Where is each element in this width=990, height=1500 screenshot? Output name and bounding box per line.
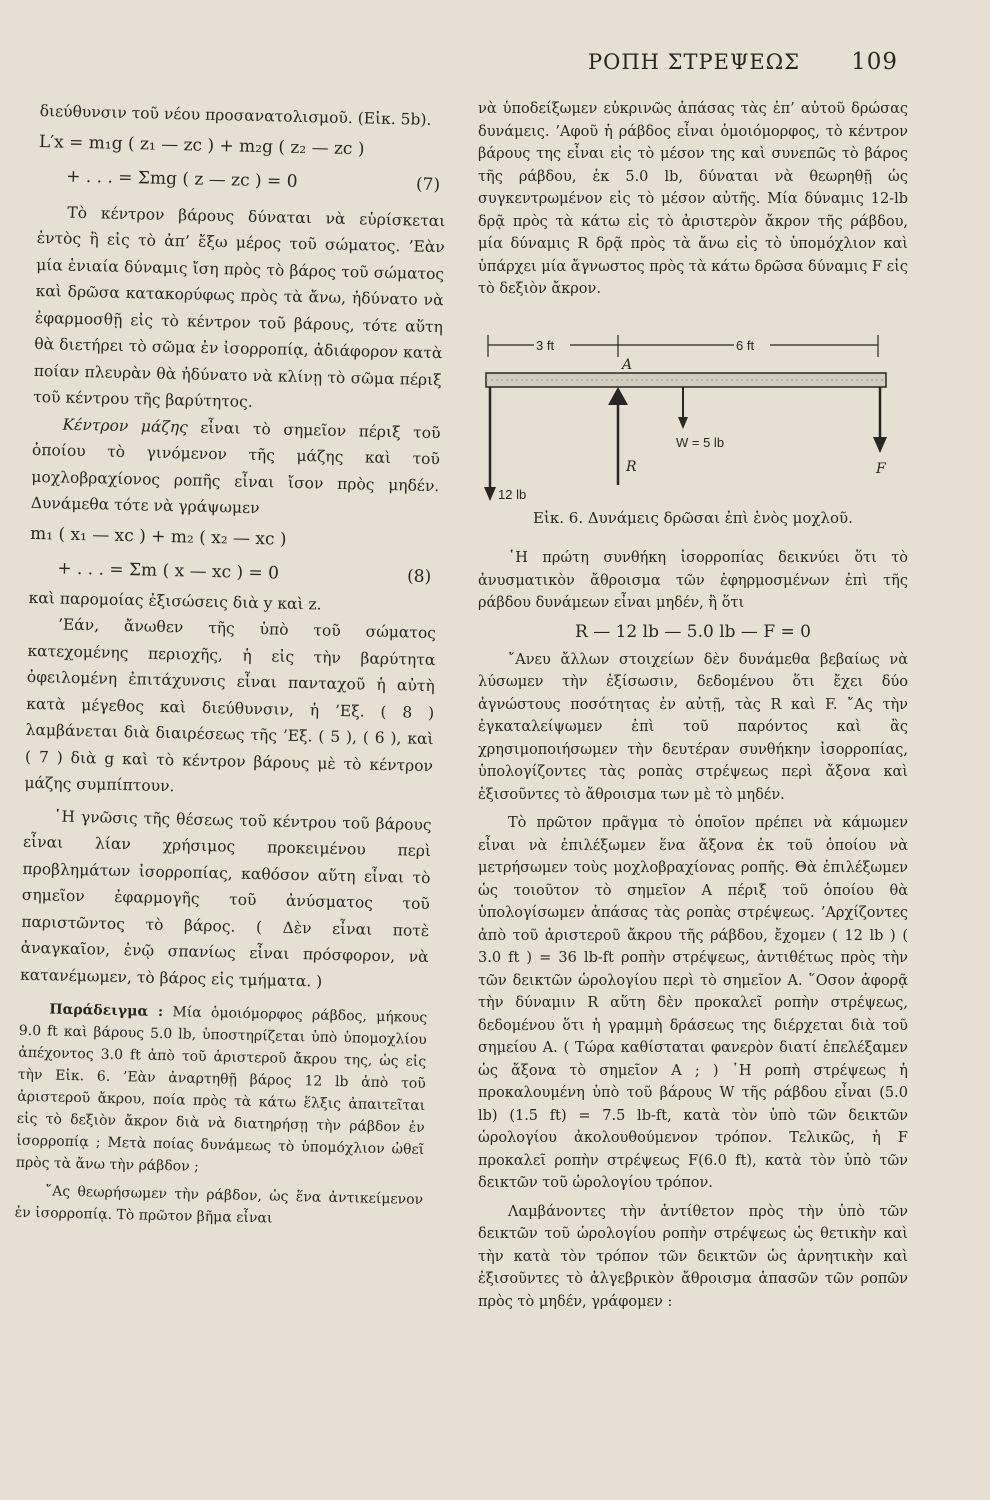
paragraph: διεύθυνσιν τοῦ νέου προσανατολισμοῦ. (Εἰκ. 5b). (39, 101, 432, 129)
example (16, 998, 428, 1183)
paragraph: νὰ ὑποδείξωμεν εὐκρινῶς ἁπάσας τὰς ἐπ’ αὐτοῦ δρώσας δυνάμεις. ’Αφοῦ ἡ ράβδος εἶναι ὁμοιόμορφος, τὸ κέντρον βάρους της εἶναι εἰς τὸ μέσον της καὶ συνεπῶς τὸ βάρος τῆς ράβδου, ἐκ 5.0 lb, δύναται νὰ θεωρηθῇ ὡς συγκεντρωμένον εἰς τὸ μέσον αὐτῆς. Μία δύναμις 12-lb δρᾷ πρὸς τὰ κάτω εἰς τὸ ἀριστερὸν ἄκρον τῆς ράβδου, μία δύναμις R δρᾷ πρὸς τὰ ἄνω εἰς τὸ ὑπομόχλιον καὶ ὑπάρχει μία ἄγνωστος πρὸς τὰ κάτω δρῶσα δύναμις F εἰς τὸ δεξιὸν ἄκρον. (478, 101, 908, 297)
paragraph: Τὸ πρῶτον πρᾶγμα τὸ ὁποῖον πρέπει νὰ κάμωμεν εἶναι νὰ ἐπιλέξωμεν ἕνα ἄξονα ἐκ τοῦ ὁποίου νὰ μετρήσωμεν τοὺς μοχλοβραχίονας ροπῆς. Θὰ ἐπιλέξωμεν ὡς τοιοῦτον τὸ σημεῖον A πέριξ τοῦ ὁποίου θὰ ὑπολογίσωμεν ἁπάσας τὰς ροπὰς στρέψεως. ’Αρχίζοντες ἀπὸ τοῦ ἀριστεροῦ ἄκρου τῆς ράβδου, ἔχομεν ( 12 lb ) ( 3.0 ft ) = 36 lb-ft ροπὴν στρέψεως, ἀντιθέτως πρὸς τὴν τῶν δεικτῶν ὡρολογίου περὶ τὸ σημεῖον A. ῞Οσον ἀφορᾷ τὴν δύναμιν R αὕτη δὲν προκαλεῖ ροπὴν στρέψεως, δεδομένου ὅτι ἡ γραμμὴ δράσεως της διέρχεται διὰ τοῦ σημείου A. ( Τώρα καθίσταται φανερὸν διατί ἐπελέξαμεν ὡς ἄξονα τὸ σημεῖον A ; ) ῾Η ροπὴ στρέψεως ἡ προκαλουμένη ὑπὸ τοῦ βάρους W τῆς ράβδου εἶναι (5.0 lb) (1.5 ft) = 7.5 lb-ft, κατὰ τὸν ὑπὸ τῶν δεικτῶν ὡρολογίου ἀκολουθούμενον τρόπον. Τελικῶς, ἡ F προκαλεῖ ροπὴν στρέψεως F(6.0 ft), κατὰ τὸν ὑπὸ τῶν δεικτῶν τοῦ ὡρολογίου τρόπον. (478, 815, 908, 1191)
paragraph: ’Εάν, ἄνωθεν τῆς ὑπὸ τοῦ σώματος κατεχομένης περιοχῆς, ἡ εἰς τὴν βαρύτητα ὀφειλομένη ἐπιτάχυνσις εἶναι πανταχοῦ ἡ αὐτὴ κατὰ μέγεθος καὶ διεύθυνσιν, ἡ ’Εξ. ( 8 ) λαμβάνεται διὰ διαιρέσεως τῆς ’Εξ. ( 5 ), ( 6 ), καὶ ( 7 ) διὰ g καὶ τὸ κέντρον βάρους μὲ τὸ κέντρον μάζης συμπίπτουν. (24, 615, 437, 796)
lever-diagram (478, 323, 908, 503)
paragraph: ῾Η γνῶσις τῆς θέσεως τοῦ κέντρου τοῦ βάρους εἶναι λίαν χρήσιμος προκειμένου περὶ προβλημάτων ἰσορροπίας, καθόσον αὕτη εἶναι τὸ σημεῖον ἐφαρμογῆς τοῦ ἀνύσματος τοῦ παριστῶντος τὸ βάρος. ( Δὲν εἶναι ποτὲ ἀναγκαῖον, ἐνῷ σπανίως εἶναι πρόσφορον, νὰ κατανέμωμεν, τὸ βάρος εἰς τμήματα. ) (19, 806, 432, 991)
paragraph: Τὸ κέντρον βάρους δύναται νὰ εὑρίσκεται ἐντὸς ἢ εἰς τὸ ἀπ’ ἔξω μέρος τοῦ σώματος. ’Εὰν μία ἑνιαία δύναμις ἴση πρὸς τὸ βάρος τοῦ σώματος καὶ δρῶσα κατακορύφως πρὸς τὰ ἄνω, ἠδύνατο νὰ ἐφαρμοσθῇ εἰς τὸ κέντρον τοῦ βάρους, τότε αὕτη θὰ διετήρει τὸ σῶμα ἐν ἰσορροπίᾳ, ἀδιάφορον κατὰ ποίαν πλευρὰν θὰ ἠδύνατο νὰ κλίνῃ τὸ σῶμα πέριξ τοῦ κέντρου τῆς βαρύτητος. (33, 203, 446, 411)
label-3ft: 3 ft (536, 337, 555, 353)
label-12lb: 12 lb (498, 486, 527, 502)
equation-number: (7) (415, 174, 441, 195)
equation-line: + . . . = Σm ( x — xc ) = 0 (57, 558, 280, 584)
page-number: 109 (851, 49, 898, 75)
equation-line: L′x = m₁g ( z₁ — zc ) + m₂g ( z₂ — zc ) (38, 131, 365, 159)
paragraph: ῎Ανευ ἄλλων στοιχείων δὲν δυνάμεθα βεβαίως νὰ λύσωμεν τὴν ἐξίσωσιν, δεδομένου ὅτι ἔχει δύο ἀγνώστους ποσότητας ἐν αὐτῇ, τὰς R καὶ F. ῎Ας τὴν ἐγκαταλείψωμεν ἐπὶ τοῦ παρόντος καὶ ἂς χρησιμοποιήσωμεν τὴν δευτέραν συνθήκην ἰσορροπίας, ὑπολογίζοντες τὰς ροπὰς στρέψεως περὶ ἄξονα καὶ ἐξισοῦντες τὸ ἄθροισμα των μὲ τὸ μηδέν. (478, 651, 908, 803)
label-A: A (622, 356, 633, 373)
paragraph: ῎Ας θεωρήσωμεν τὴν ράβδον, ὡς ἕνα ἀντικείμενον ἐν ἰσορροπίᾳ. Τὸ πρῶτον βῆμα εἶναι (14, 1183, 424, 1227)
paragraph-text: εἶναι τὸ σημεῖον πέριξ τοῦ ὁποίου τὸ γινόμενον τῆς μάζης καὶ τοῦ μοχλοβραχίονος ροπῆς εἶναι ἴσον πρὸς μηδέν. Δυνάμεθα τότε νὰ γράψωμεν (30, 417, 441, 518)
label-W: W = 5 lb (676, 434, 725, 450)
paragraph: ῾Η πρώτη συνθήκη ἰσορροπίας δεικνύει ὅτι τὸ ἀνυσματικὸν ἄθροισμα τῶν ἐφηρμοσμένων ἐπὶ τῆς ράβδου δυνάμεων εἶναι μηδέν, ἢ ὅτι (478, 550, 908, 611)
equation-number: (8) (406, 565, 432, 587)
right-column (478, 98, 908, 1313)
figure-lever (478, 323, 908, 503)
paragraph: Λαμβάνοντες τὴν ἀντίθετον πρὸς τὴν ὑπὸ τῶν δεικτῶν τοῦ ὡρολογίου ροπὴν στρέψεως ὡς θετικὴν καὶ τὴν κατὰ τὸν τρόπον τῶν δεικτῶν ὡς ἀρνητικὴν καὶ ἐξισοῦντες τὸ ἀλγεβρικὸν ἄθροισμα ἁπασῶν τῶν ροπῶν πρὸς τὸ μηδέν, γράφομεν : (478, 1203, 908, 1310)
arrowhead (873, 437, 887, 453)
label-R: R (626, 458, 637, 475)
term-center-of-mass: Κέντρον μάζης (62, 415, 188, 436)
arrowhead (678, 417, 688, 429)
left-column (14, 98, 447, 1233)
example-text: Μία ὁμοιόμορφος ράβδος, μήκους 9.0 ft καὶ βάρους 5.0 lb, ὑποστηρίζεται ὑπὸ ὑπομοχλίου ἀπέχοντος 3.0 ft ἀπὸ τοῦ ἀριστεροῦ ἄκρου της, ὡς εἰς τὴν Εἰκ. 6. ’Εὰν ἀναρτηθῇ βάρος 12 lb ἀπὸ τοῦ ἀριστεροῦ ἄκρου, ποία πρὸς τὰ κάτω ἕλξις ἀπαιτεῖται εἰς τὸ δεξιὸν ἄκρον διὰ νὰ διατηρήσῃ τὴν ράβδον ἐν ἰσορροπίᾳ ; Μετὰ ποίας δυνάμεως τὸ ὑπομόχλιον ὠθεῖ πρὸς τὰ ἄνω τὴν ράβδον ; (15, 1004, 428, 1175)
label-6ft: 6 ft (736, 337, 755, 353)
equation-line: m₁ ( x₁ — xc ) + m₂ ( x₂ — xc ) (29, 523, 287, 550)
label-F: F (876, 460, 886, 477)
running-header (588, 42, 898, 82)
fulcrum (608, 387, 628, 405)
figure-caption: Εἰκ. 6. Δυνάμεις δρῶσαι ἐπὶ ἑνὸς μοχλοῦ. (533, 508, 853, 527)
equilibrium-equation: R — 12 lb — 5.0 lb — F = 0 (575, 621, 811, 642)
paragraph (31, 410, 441, 525)
running-title: ΡΟΠΗ ΣΤΡΕΨΕΩΣ (588, 50, 800, 74)
example-label: Παράδειγμα : (49, 1001, 164, 1021)
arrowhead (484, 487, 496, 501)
equation-line: + . . . = Σmg ( z — zc ) = 0 (66, 166, 298, 192)
paragraph: καὶ παρομοίας ἐξισώσεις διὰ y καὶ z. (28, 588, 322, 614)
